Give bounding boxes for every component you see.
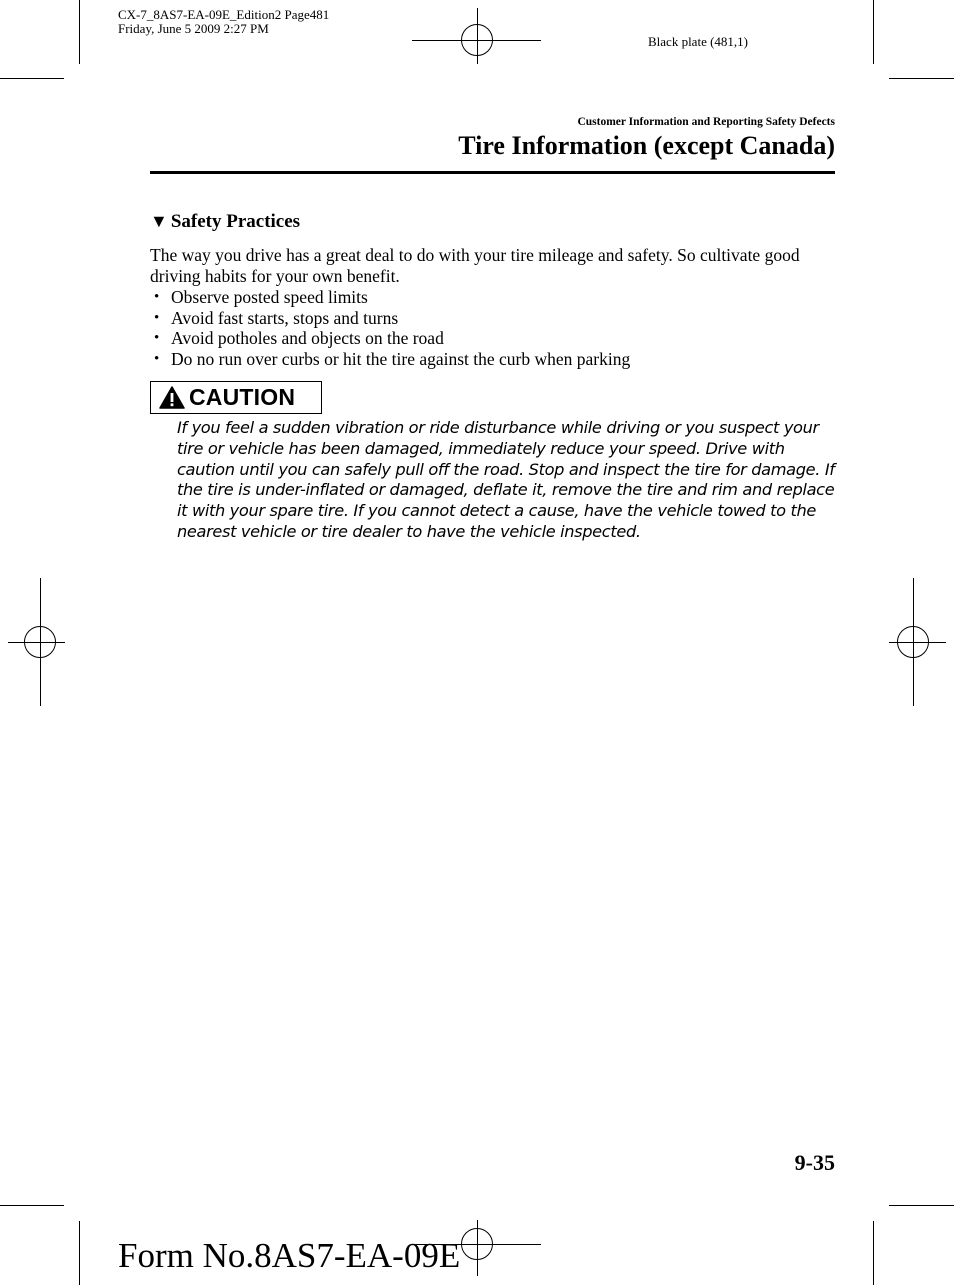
page-number: 9-35 [794,1150,835,1175]
intro-paragraph: The way you drive has a great deal to do with your tire mileage and safety. So cultivate good driving habits for your own benefit. [150,245,800,286]
list-item: • Avoid potholes and objects on the road [150,328,840,349]
crop-mark-top-right-h [889,78,954,79]
plate-label: Black plate (481,1) [648,34,748,49]
crop-mark-bottom-left-v [79,1221,80,1285]
page-title: Tire Information (except Canada) [458,131,835,160]
title-rule [150,171,835,174]
bullet-list [150,287,840,369]
subsection-title: Safety Practices [170,211,301,232]
list-item: • Do no run over curbs or hit the tire against the curb when parking [150,349,840,370]
crop-mark-top-left-h [0,78,64,79]
job-line-date: Friday, June 5 2009 2:27 PM [118,21,269,36]
print-job-info [118,8,329,36]
subsection-heading [150,211,300,233]
crop-mark-bottom-right-v [873,1221,874,1285]
crop-mark-top-right-v [873,0,874,64]
caution-badge [150,381,322,414]
caution-label: CAUTION [189,384,296,410]
job-line-file: CX-7_8AS7-EA-09E_Edition2 Page481 [118,7,330,22]
list-item: • Observe posted speed limits [150,287,840,308]
warning-triangle-icon [159,386,185,409]
form-number: Form No.8AS7-EA-09E [118,1236,461,1275]
list-item: • Avoid fast starts, stops and turns [150,308,840,329]
crop-mark-bottom-left-h [0,1205,64,1206]
crop-mark-top-left-v [79,0,80,64]
down-triangle-icon: ▼ [150,211,168,231]
caution-text: If you feel a sudden vibration or ride disturbance while driving or you suspect your tire or vehicle has been damaged, immediately reduce your speed. Drive with caution until you can safely pull off the road. Stop and inspect the tire for damage. If the tire is under-inflated or damaged, deflate it, remove the tire and rim and replace it with your spare tire. If you cannot detect a cause, have the vehicle towed to the nearest vehicle or tire dealer to have the vehicle inspected. [177,418,835,541]
section-label: Customer Information and Reporting Safety Defects [577,116,835,128]
crop-mark-bottom-right-h [889,1205,954,1206]
